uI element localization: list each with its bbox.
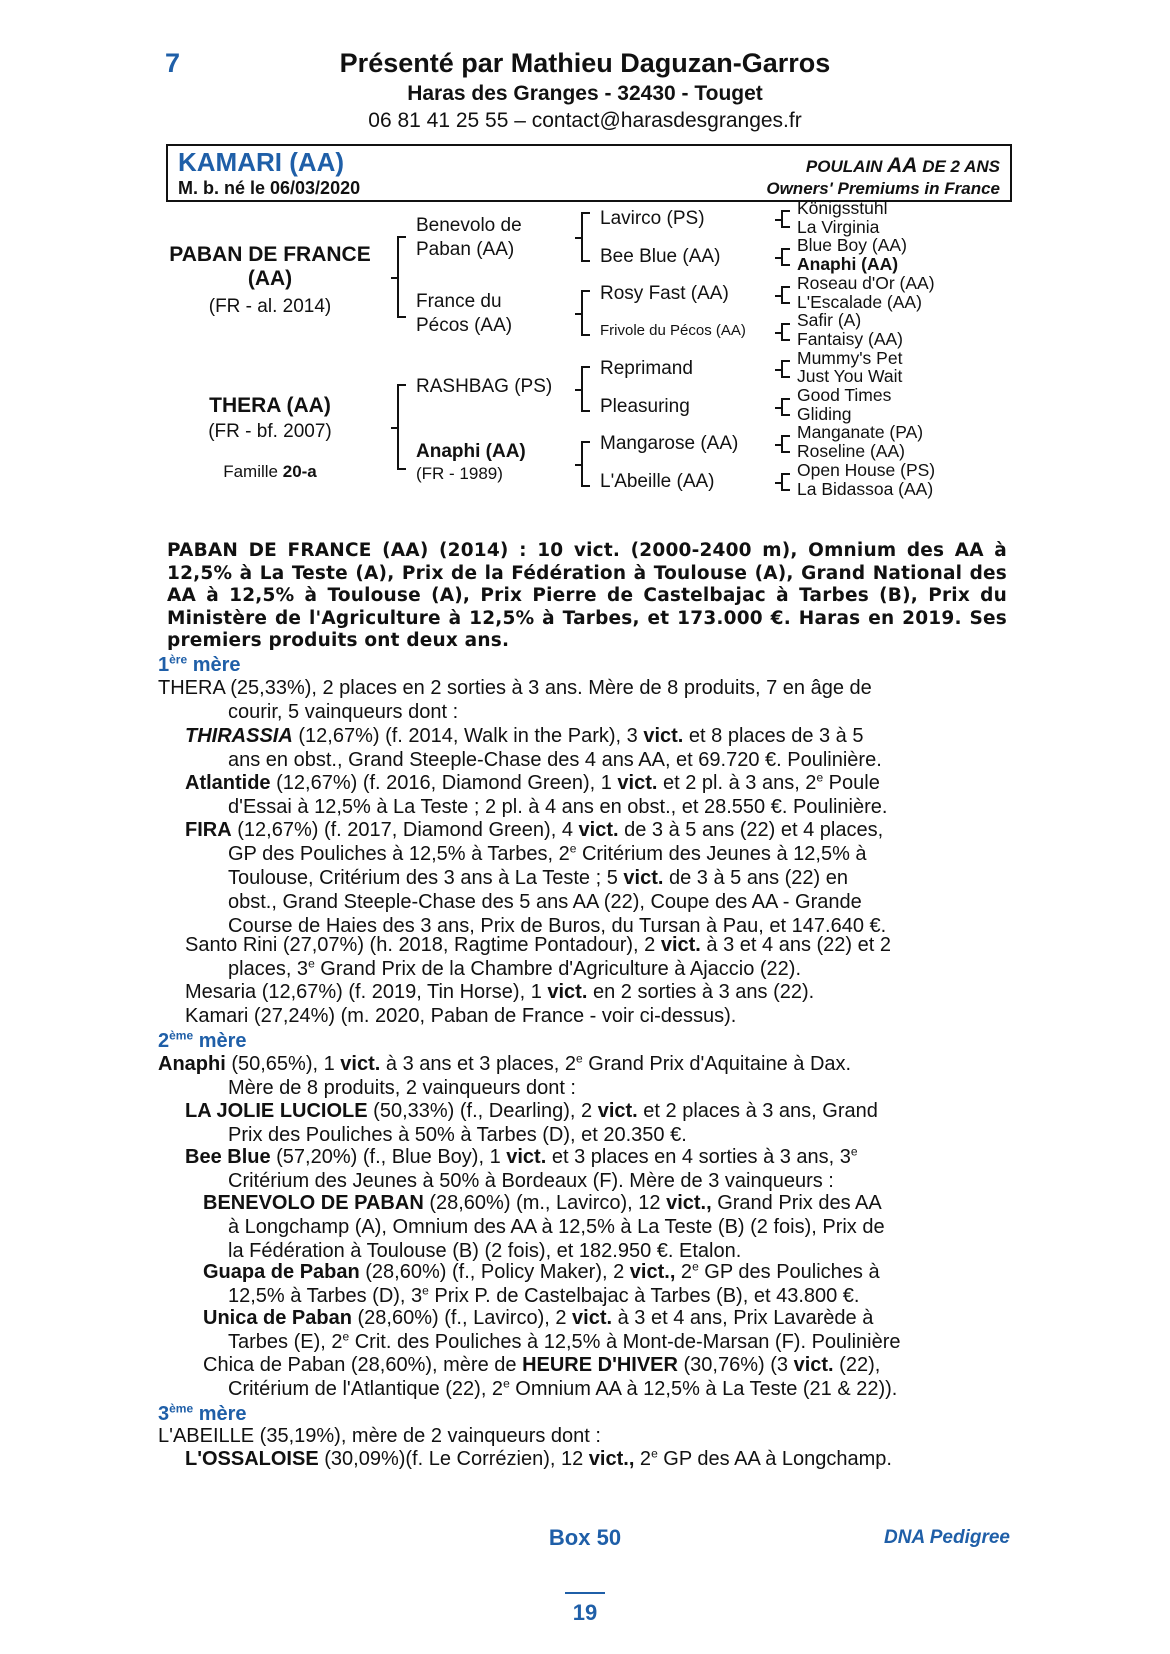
section-third-dam: 3ème mère xyxy=(158,1401,247,1425)
bracket-gen3-3 xyxy=(781,286,783,304)
gen4-10: Just You Wait xyxy=(797,366,903,387)
dam-info: (FR - bf. 2007) xyxy=(208,421,332,442)
first-dam-intro xyxy=(158,676,954,724)
first-dam-line2: courir, 5 vainqueurs dont : xyxy=(228,701,459,723)
lot-number: 7 xyxy=(165,48,181,78)
horse-name: KAMARI (AA) xyxy=(178,147,345,177)
first-dam-produce-2: Atlantide (12,67%) (f. 2016, Diamond Green), 1 vict. et 2 pl. à 3 ans, 2e Poule d'Essai à 12,5% à La Teste ; 2 pl. à 4 ans en obst., et 28.550 €. Poulinière. xyxy=(185,770,888,818)
stud-address: Haras des Granges - 32430 - Touget xyxy=(407,82,763,105)
gen4-5: Roseau d'Or (AA) xyxy=(797,272,935,293)
premium-label: Owners' Premiums in France xyxy=(766,179,1000,198)
sire-name xyxy=(160,243,380,291)
gen2-dam-dam: Anaphi (AA) (FR - 1989) xyxy=(416,441,526,483)
gen2-sire-dam: France du Pécos (AA) xyxy=(416,291,513,336)
gen4-8: Fantaisy (AA) xyxy=(797,328,903,349)
sire-name-l2: (AA) xyxy=(247,267,293,290)
third-gen-produce-2: Guapa de Paban (28,60%) (f., Policy Maker), 2 vict., 2e GP des Pouliches à 12,5% à Tarbes (D), 3e Prix P. de Castelbajac à Tarbes (B), et 43.800 €. xyxy=(203,1259,880,1307)
bracket-dam xyxy=(397,384,399,470)
third-dam-intro: L'ABEILLE (35,19%), mère de 2 vainqueurs dont : xyxy=(158,1425,601,1447)
gen3-2: Bee Blue (AA) xyxy=(600,246,721,267)
first-dam-line1: THERA (25,33%), 2 places en 2 sorties à 3 ans. Mère de 8 produits, 7 en âge de xyxy=(158,677,872,699)
page-number: 19 xyxy=(572,1600,598,1625)
gen4-3: Blue Boy (AA) xyxy=(797,235,907,256)
presenter-title: Présenté par Mathieu Daguzan-Garros xyxy=(339,48,831,78)
gen3-7: Mangarose (AA) xyxy=(600,433,739,454)
first-dam-produce-4: Santo Rini (27,07%) (h. 2018, Ragtime Pontadour), 2 vict. à 3 et 4 ans (22) et 2 places, 3e Grand Prix de la Chambre d'Agriculture à Ajaccio (22). xyxy=(185,934,891,980)
gen4-12: Gliding xyxy=(797,403,852,424)
dna-pedigree-brand: DNA Pedigree xyxy=(884,1527,1010,1548)
section-first-dam: 1ère mère xyxy=(158,652,241,676)
dam-name: THERA (AA) xyxy=(209,394,331,417)
gen3-4: Frivole du Pécos (AA) xyxy=(600,322,746,339)
gen4-1: Königsstuhl xyxy=(797,198,888,218)
bracket-gen3-6 xyxy=(781,398,783,416)
page-divider xyxy=(565,1592,605,1594)
second-dam-produce-2: Bee Blue (57,20%) (f., Blue Boy), 1 vict. et 3 places en 4 sorties à 3 ans, 3e Critérium des Jeunes à 50% à Bordeaux (F). Mère de 3 vainqueurs : xyxy=(185,1144,858,1192)
third-gen-produce-3: Unica de Paban (28,60%) (f., Lavirco), 2 vict. à 3 et 4 ans, Prix Lavarède à Tarbes (E), 2e Crit. des Pouliches à 12,5% à Mont-de-Marsan (F). Poulinière xyxy=(203,1307,901,1353)
gen4-2: La Virginia xyxy=(797,216,880,237)
second-dam-produce-1: LA JOLIE LUCIOLE (50,33%) (f., Dearling), 2 vict. et 2 places à 3 ans, Grand Prix des Pouliches à 50% à Tarbes (D), et 20.350 €. xyxy=(185,1100,878,1146)
bracket-gen3-4 xyxy=(781,323,783,341)
family-code: 20-a xyxy=(282,462,317,481)
gen4-16: La Bidassoa (AA) xyxy=(797,478,934,499)
gen4-4: Anaphi (AA) xyxy=(797,254,899,275)
sire-summary: PABAN DE FRANCE (AA) (2014) : 10 vict. (2000-2400 m), Omnium des AA à 12,5% à La Teste (A), Prix de la Fédération à Toulouse (A), Grand National des AA à 12,5% à Toulouse (A), Prix Pierre de Castelbajac à Tarbes (B), Prix du Ministère de l'Agriculture à 12,5% à Tarbes, et 173.000 €. Haras en 2019. Ses premiers produits ont deux ans. xyxy=(167,540,1007,651)
bracket-gen2-4 xyxy=(581,441,583,487)
class-prefix: POULAIN xyxy=(805,157,888,176)
family-label: Famille xyxy=(223,462,283,481)
first-dam-produce-5: Mesaria (12,67%) (f. 2019, Tin Horse), 1 vict. en 2 sorties à 3 ans (22). xyxy=(185,981,815,1003)
horse-title-box xyxy=(166,144,1012,202)
gen4-9: Mummy's Pet xyxy=(797,347,903,368)
gen4-7: Safir (A) xyxy=(797,310,862,331)
third-gen-produce-1: BENEVOLO DE PABAN (28,60%) (m., Lavirco), 12 vict., Grand Prix des AA à Longchamp (A), Omnium des AA à 12,5% à La Teste (B) (2 fois), Prix de la Fédération à Toulouse (B) (2 fois), et 182.950 €. Etalon. xyxy=(203,1192,885,1262)
gen4-11: Good Times xyxy=(797,385,892,406)
bracket-gen3-8 xyxy=(781,473,783,491)
gen3-8: L'Abeille (AA) xyxy=(600,471,715,492)
first-dam-produce-3: FIRA (12,67%) (f. 2017, Diamond Green), 4 vict. de 3 à 5 ans (22) et 4 places, GP des Pouliches à 12,5% à Tarbes, 2e Critérium des Jeunes à 12,5% à Toulouse, Critérium des 3 ans à La Teste ; 5 vict. de 3 à 5 ans (22) en obst., Grand Steeple-Chase des 5 ans AA (22), Coupe des AA - Grande Course de Haies des 3 ans, Prix de Buros, du Tursan à Pau, et 147.640 €. xyxy=(185,819,887,937)
bracket-sire xyxy=(397,236,399,318)
box-number: Box 50 xyxy=(548,1525,622,1550)
first-dam-produce-6: Kamari (27,24%) (m. 2020, Paban de France - voir ci-dessus). xyxy=(185,1005,737,1027)
horse-class xyxy=(806,154,1000,178)
bracket-gen3-1 xyxy=(781,210,783,228)
gen4-13: Manganate (PA) xyxy=(797,422,924,443)
class-aa: AA xyxy=(887,154,918,177)
sire-info: (FR - al. 2014) xyxy=(208,296,332,317)
gen3-6: Pleasuring xyxy=(600,396,690,417)
horse-birth: M. b. né le 06/03/2020 xyxy=(178,178,361,198)
bracket-gen2-3 xyxy=(581,366,583,412)
gen4-list xyxy=(797,199,935,498)
third-dam-produce-1: L'OSSALOISE (30,09%)(f. Le Corrézien), 12 vict., 2e GP des AA à Longchamp. xyxy=(185,1446,892,1470)
gen4-6: L'Escalade (AA) xyxy=(797,291,922,312)
bracket-gen3-7 xyxy=(781,435,783,453)
dam-family xyxy=(160,462,380,482)
gen4-14: Roseline (AA) xyxy=(797,441,905,462)
sire-name-l1: PABAN DE FRANCE xyxy=(169,243,371,266)
section-second-dam: 2ème mère xyxy=(158,1028,247,1052)
bracket-gen2-1 xyxy=(581,212,583,262)
gen2-sire-sire: Benevolo de Paban (AA) xyxy=(416,215,522,260)
second-dam-intro: Anaphi (50,65%), 1 vict. à 3 ans et 3 places, 2e Grand Prix d'Aquitaine à Dax. Mère de 8 produits, 2 vainqueurs dont : xyxy=(158,1051,852,1099)
gen4-15: Open House (PS) xyxy=(797,459,936,480)
bracket-gen2-2 xyxy=(581,290,583,336)
first-dam-produce-1: THIRASSIA (12,67%) (f. 2014, Walk in the Park), 3 vict. et 8 places de 3 à 5 ans en obst., Grand Steeple-Chase des 4 ans AA, et 69.720 €. Poulinière. xyxy=(185,725,882,771)
bracket-gen3-2 xyxy=(781,248,783,266)
gen2-dam-sire: RASHBAG (PS) xyxy=(416,376,553,397)
gen3-1: Lavirco (PS) xyxy=(600,208,705,229)
bracket-gen3-5 xyxy=(781,360,783,378)
third-gen-produce-4: Chica de Paban (28,60%), mère de HEURE D'HIVER (30,76%) (3 vict. (22), Critérium de l'Atlantique (22), 2e Omnium AA à 12,5% à La Teste (21 & 22)). xyxy=(203,1354,898,1400)
class-suffix: DE 2 ANS xyxy=(917,157,1000,176)
gen3-5: Reprimand xyxy=(600,358,693,379)
contact-info: 06 81 41 25 55 – contact@harasdesgranges.fr xyxy=(368,109,802,132)
gen3-3: Rosy Fast (AA) xyxy=(600,283,729,304)
